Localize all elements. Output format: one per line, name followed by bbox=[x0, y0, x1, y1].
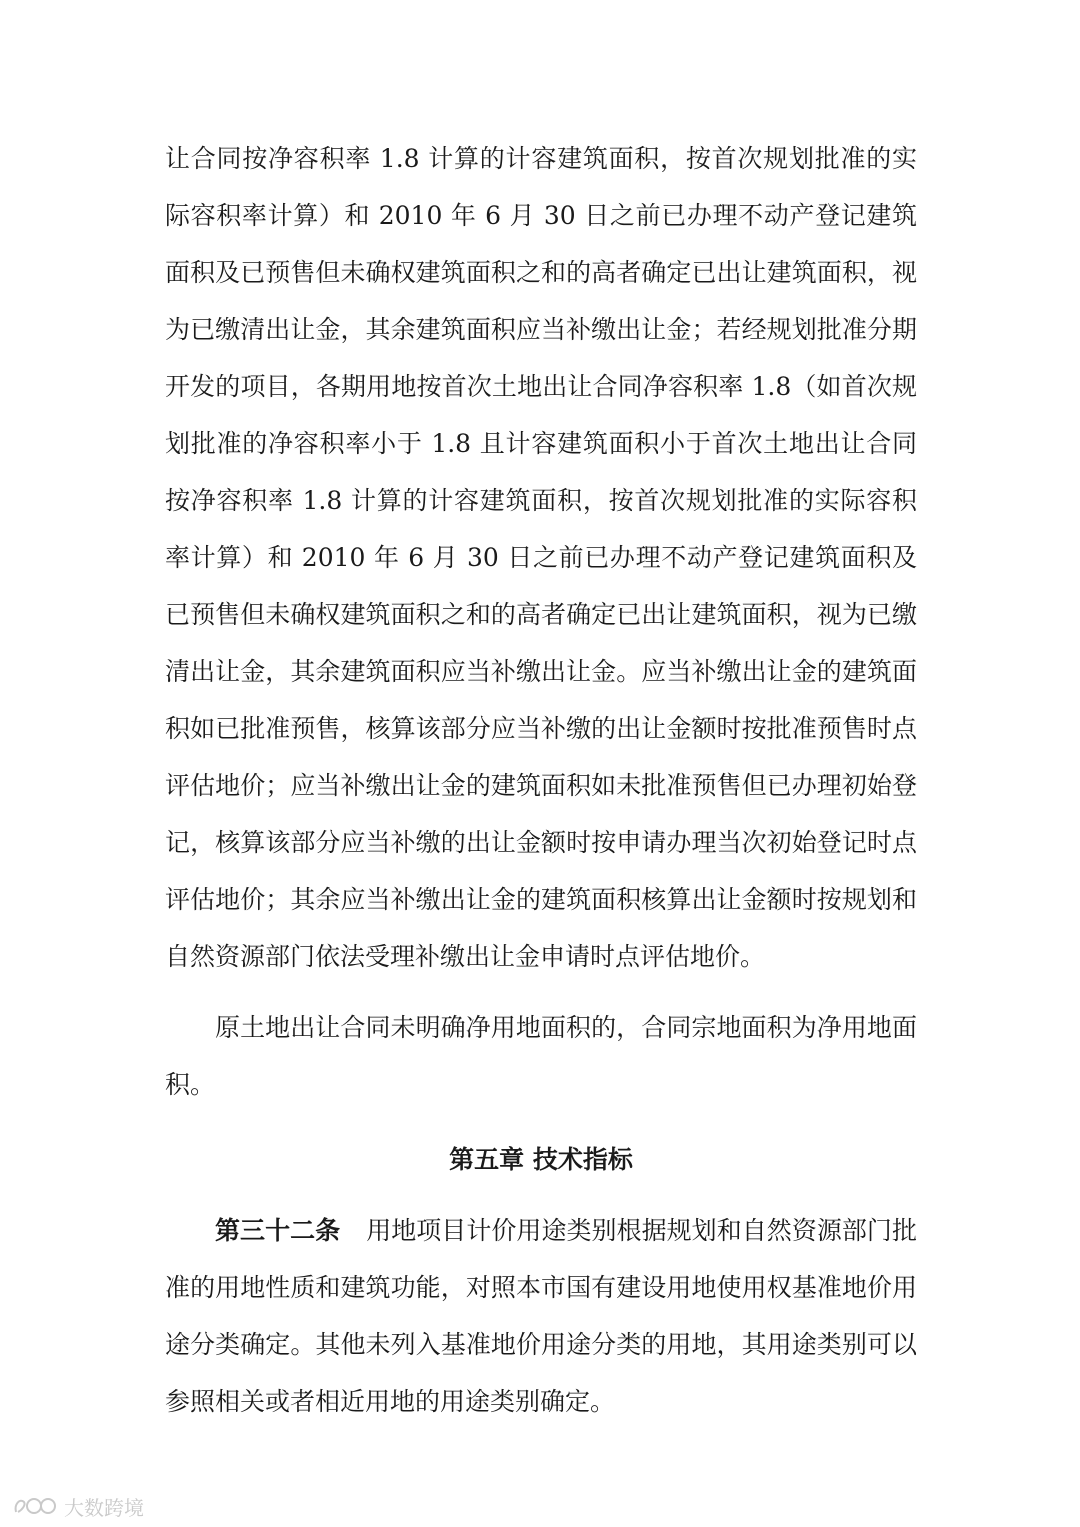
paragraph-continued: 让合同按净容积率 1.8 计算的计容建筑面积，按首次规划批准的实际容积率计算）和 2010 年 6 月 30 日之前已办理不动产登记建筑面积及已预售但未确权建筑面积之和的高者确定已出让建筑面积，视为已缴清出让金，其余建筑面积应当补缴出让金；若经规划批准分期开发的项目，各期用地按首次土地出让合同净容积率 1.8（如首次规划批准的净容积率小于 1.8 且计容建筑面积小于首次土地出让合同按净容积率 1.8 计算的计容建筑面积，按首次规划批准的实际容积率计算）和 2010 年 6 月 30 日之前已办理不动产登记建筑面积及已预售但未确权建筑面积之和的高者确定已出让建筑面积，视为已缴清出让金，其余建筑面积应当补缴出让金。应当补缴出让金的建筑面积如已批准预售，核算该部分应当补缴的出让金额时按批准预售时点评估地价；应当补缴出让金的建筑面积如未批准预售但已办理初始登记，核算该部分应当补缴的出让金额时按申请办理当次初始登记时点评估地价；其余应当补缴出让金的建筑面积核算出让金额时按规划和自然资源部门依法受理补缴出让金申请时点评估地价。 bbox=[165, 144, 917, 971]
document-page bbox=[165, 130, 917, 1430]
article-label: 第三十二条 bbox=[215, 1216, 341, 1245]
article-text: 用地项目计价用途类别根据规划和自然资源部门批准的用地性质和建筑功能，对照本市国有建设用地使用权基准地价用途分类确定。其他未列入基准地价用途分类的用地，其用途类别可以参照相关或者相近用地的用途类别确定。 bbox=[165, 1216, 917, 1416]
paragraph-net-land-area: 原土地出让合同未明确净用地面积的，合同宗地面积为净用地面积。 bbox=[165, 1013, 917, 1099]
watermark-text: 大数跨境 bbox=[64, 1495, 144, 1520]
chapter-title: 第五章 技术指标 bbox=[449, 1145, 633, 1174]
article-32 bbox=[165, 1202, 917, 1430]
watermark bbox=[12, 1492, 144, 1520]
brand-logo-icon bbox=[12, 1494, 58, 1518]
